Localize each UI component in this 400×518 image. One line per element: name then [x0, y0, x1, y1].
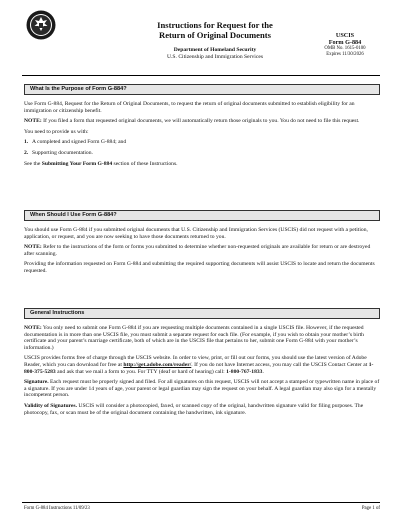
signature-paragraph — [24, 379, 380, 399]
see-prefix: See the — [24, 160, 42, 167]
tty-phone: 1-800-767-1833 — [226, 368, 263, 375]
see-suffix: section of these Instructions. — [112, 160, 178, 167]
form-number: Form G-884 — [328, 39, 362, 46]
see-reference — [24, 161, 380, 168]
list-item — [24, 139, 380, 146]
note-label: NOTE: — [24, 244, 42, 251]
note-label: NOTE: — [24, 325, 42, 331]
see-bold: Submitting Your Form G-884 — [41, 160, 113, 167]
document-title: Instructions for Request for the Return of Original Documents — [157, 20, 273, 40]
note-paragraph — [24, 325, 380, 351]
section-body-when — [24, 227, 380, 279]
footer-divider — [22, 502, 380, 503]
section-heading-purpose: What Is the Purpose of Form G-884? — [24, 84, 380, 95]
contact-center-phone: 1-800-375-5283 — [24, 361, 374, 375]
section-heading-general: General Instructions — [24, 308, 380, 319]
department-name: Department of Homeland Security — [173, 47, 257, 53]
paragraph: Providing the information requested on Form G-884 and submitting the required supporting documents will assist USCIS to locate and return the documents requested. — [24, 261, 375, 274]
list-item — [24, 150, 380, 157]
paragraph: Use Form G-884, Request for the Return of Original Documents, to request the return of original documents submitted to establish eligibility for an immigration or citizenship benefit. — [24, 101, 355, 114]
paragraph: You need to provide us with: — [24, 128, 89, 135]
list-text: Supporting documentation. — [32, 149, 93, 156]
note-label: NOTE: — [24, 118, 42, 125]
text: and ask that we mail a form to you. For TTY (deaf or hard of hearing) call: — [55, 368, 227, 375]
footer-form-edition: Form G-884 Instructions 11/09/23 — [24, 506, 90, 511]
signature-text: Each request must be properly signed and filed. For all signatures on this request, USCIS will not accept a stamped or typewritten name in place of a signature. If you are under 14 years of age, your parent or legal guardian may sign the request on your behalf. A legal guardian may also sign for a mentally incompetent person. — [24, 379, 380, 399]
form-identifier — [310, 32, 380, 58]
list-text: A completed and signed Form G-884; and — [32, 139, 127, 146]
agency-short: USCIS — [335, 32, 355, 39]
section-heading-when: When Should I Use Form G-884? — [24, 210, 380, 221]
adobe-reader-link[interactable]: http://get.adobe.com/reader/ — [123, 361, 192, 368]
footer-page-number: Page 1 of — [361, 506, 380, 511]
signature-label: Signature. — [24, 379, 49, 386]
paragraph: You should use Form G-884 if you submitted original documents that U.S. Citizenship and Immigration Services (USCIS) did not request with a petition, application, or request, and you are now seeking to have those documents returned to you. — [24, 227, 368, 240]
text: . — [262, 368, 264, 375]
agency-name: U.S. Citizenship and Immigration Services — [166, 54, 263, 60]
section-body-general — [24, 325, 380, 420]
title-block — [120, 20, 310, 60]
note-text: Refer to the instructions of the form or forms you submitted to determine whether non-requested originals are available for return or are destroyed after scanning. — [24, 244, 371, 257]
validity-label: Validity of Signatures. — [24, 402, 77, 409]
note-text: If you filed a form that requested original documents, we will automatically return those originals to you. You do not need to file this request. — [43, 118, 360, 125]
note-paragraph — [24, 118, 380, 125]
omb-number: OMB No. 1615-0100 — [324, 46, 366, 51]
validity-paragraph — [24, 403, 380, 416]
text: . If you do not have Internet access, you may call the USCIS Contact Center at — [191, 361, 369, 368]
validity-text: USCIS will consider a photocopied, faxed, or scanned copy of the original, handwritten signature valid for filing purposes. The photocopy, fax, or scan must be of the original document containing the handwritten, ink signature. — [24, 402, 364, 416]
forms-paragraph — [24, 355, 380, 375]
section-body-purpose — [24, 101, 380, 171]
text: USCIS provides forms free of charge through the USCIS website. In order to view, print, or fill out our forms, you should use the latest version of Adobe Reader, which you can download for free at — [24, 355, 367, 368]
note-paragraph — [24, 244, 380, 257]
dhs-seal-icon — [26, 10, 56, 40]
expiration-date: Expires 11/30/2026 — [326, 52, 364, 57]
note-text: You only need to submit one Form G-884 if you are requesting multiple documents contained in a single USCIS file. However, if the requested documentation is in more than one USCIS file, you must submit a separate request for each file. (For example, if you wish to obtain your mother’s birth certificate and your parent’s marriage certificate, both of which are in the USCIS file that pertains to her, submit one Form G-884 with your mother’s information.) — [24, 325, 364, 351]
list-number: 2. — [24, 149, 29, 156]
list-number: 1. — [24, 139, 29, 146]
header-divider — [22, 75, 380, 76]
